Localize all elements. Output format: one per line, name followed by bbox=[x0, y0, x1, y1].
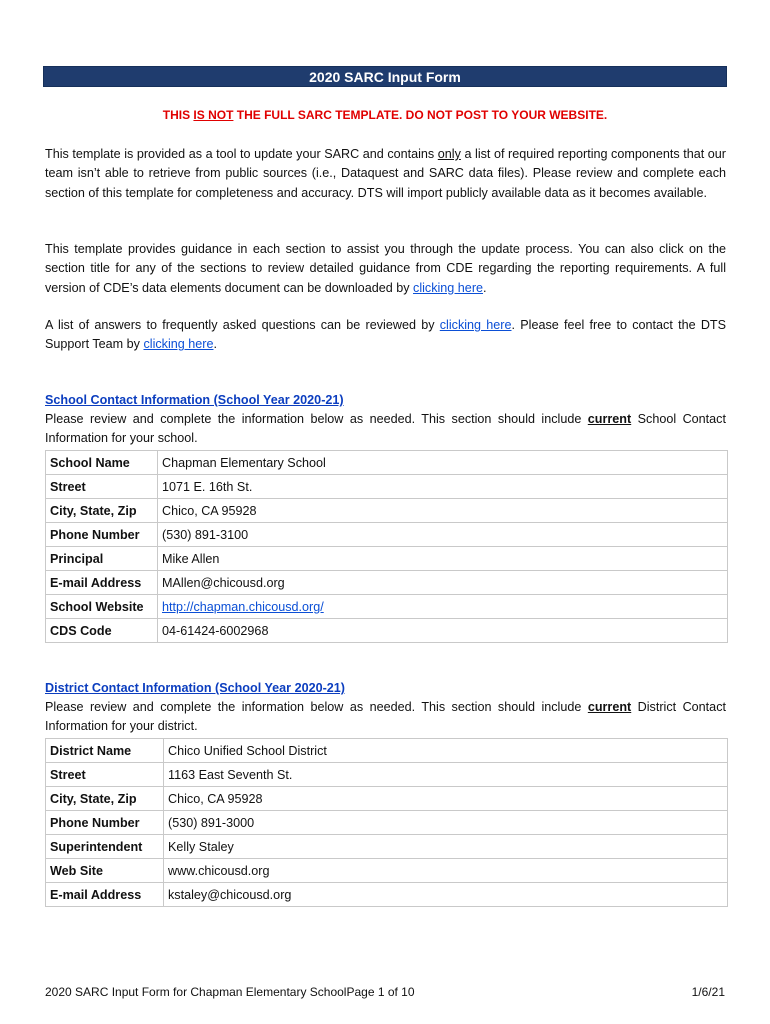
row-label: Superintendent bbox=[46, 835, 164, 859]
school-desc-b: School Contact Information for your school. bbox=[45, 412, 726, 446]
row-label: School Name bbox=[46, 451, 158, 475]
row-label: City, State, Zip bbox=[46, 499, 158, 523]
school-website-cell[interactable] bbox=[158, 595, 728, 619]
table-row bbox=[46, 619, 728, 643]
table-row bbox=[46, 451, 728, 475]
row-label: E-mail Address bbox=[46, 883, 164, 907]
row-label: City, State, Zip bbox=[46, 787, 164, 811]
warning-notice bbox=[0, 108, 770, 122]
table-row bbox=[46, 595, 728, 619]
district-desc-a: Please review and complete the information below as needed. This section should include bbox=[45, 700, 588, 714]
school-street-value[interactable]: 1071 E. 16th St. bbox=[158, 475, 728, 499]
intro-paragraph-2 bbox=[45, 240, 726, 298]
district-section-description bbox=[45, 698, 726, 737]
school-desc-current: current bbox=[587, 412, 632, 426]
school-section-title-link[interactable]: School Contact Information (School Year 2020-21) bbox=[45, 393, 344, 407]
school-city-value[interactable]: Chico, CA 95928 bbox=[158, 499, 728, 523]
district-contact-table bbox=[45, 738, 728, 907]
intro-p2-text-a: This template provides guidance in each section to assist you through the update process. You can also click on the section title for any of the sections to review detailed guidance from CDE regarding the reporting requirements. A full version of CDE’s data elements document can be downloaded by bbox=[45, 242, 726, 295]
table-row bbox=[46, 835, 728, 859]
row-label: Street bbox=[46, 763, 164, 787]
table-row bbox=[46, 883, 728, 907]
school-name-value[interactable]: Chapman Elementary School bbox=[158, 451, 728, 475]
warning-emphasis: IS NOT bbox=[193, 108, 234, 122]
table-row bbox=[46, 859, 728, 883]
table-row bbox=[46, 811, 728, 835]
district-email-value[interactable]: kstaley@chicousd.org bbox=[164, 883, 728, 907]
school-desc-a: Please review and complete the information below as needed. This section should include bbox=[45, 412, 588, 426]
table-row bbox=[46, 571, 728, 595]
table-row bbox=[46, 787, 728, 811]
school-website-link[interactable]: http://chapman.chicousd.org/ bbox=[162, 599, 324, 614]
page-footer-date: 1/6/21 bbox=[691, 985, 725, 999]
intro-p1-text-a: This template is provided as a tool to update your SARC and contains bbox=[45, 147, 438, 161]
row-label: CDS Code bbox=[46, 619, 158, 643]
district-website-value[interactable]: www.chicousd.org bbox=[164, 859, 728, 883]
table-row bbox=[46, 499, 728, 523]
intro-paragraph-3 bbox=[45, 316, 726, 355]
district-name-value[interactable]: Chico Unified School District bbox=[164, 739, 728, 763]
table-row bbox=[46, 547, 728, 571]
district-desc-current: current bbox=[587, 700, 632, 714]
row-label: Phone Number bbox=[46, 811, 164, 835]
superintendent-value[interactable]: Kelly Staley bbox=[164, 835, 728, 859]
intro-p3-text-c: . bbox=[213, 337, 217, 352]
table-row bbox=[46, 475, 728, 499]
cde-document-link[interactable]: clicking here bbox=[413, 280, 484, 295]
row-label: School Website bbox=[46, 595, 158, 619]
district-city-value[interactable]: Chico, CA 95928 bbox=[164, 787, 728, 811]
faq-link[interactable]: clicking here bbox=[439, 318, 512, 332]
table-row bbox=[46, 523, 728, 547]
district-section-title-link[interactable]: District Contact Information (School Year 2020-21) bbox=[45, 681, 345, 695]
table-row bbox=[46, 763, 728, 787]
support-team-link[interactable]: clicking here bbox=[143, 337, 214, 352]
form-title: 2020 SARC Input Form bbox=[43, 66, 727, 87]
school-section-description bbox=[45, 410, 726, 449]
school-phone-value[interactable]: (530) 891-3100 bbox=[158, 523, 728, 547]
row-label: Web Site bbox=[46, 859, 164, 883]
page-footer-label: 2020 SARC Input Form for Chapman Elementary SchoolPage 1 of 10 bbox=[45, 985, 415, 999]
row-label: Phone Number bbox=[46, 523, 158, 547]
row-label: District Name bbox=[46, 739, 164, 763]
intro-p3-text-b: . Please feel free to contact the DTS Support Team by bbox=[45, 318, 727, 352]
principal-value[interactable]: Mike Allen bbox=[158, 547, 728, 571]
intro-paragraph-1 bbox=[45, 145, 726, 203]
table-row bbox=[46, 739, 728, 763]
intro-p3-text-a: A list of answers to frequently asked questions can be reviewed by bbox=[45, 318, 440, 332]
intro-p1-text-b: a list of required reporting components that our team isn’t able to retrieve from public sources (i.e., Dataquest and SARC data files). Please review and complete each section of this template for completeness and accuracy. DTS will import publicly available data as it becomes available. bbox=[45, 147, 726, 200]
district-street-value[interactable]: 1163 East Seventh St. bbox=[164, 763, 728, 787]
intro-p1-only: only bbox=[437, 147, 461, 161]
district-desc-b: District Contact Information for your district. bbox=[45, 700, 726, 734]
school-contact-table bbox=[45, 450, 728, 643]
row-label: Principal bbox=[46, 547, 158, 571]
warning-text-start: THIS bbox=[162, 108, 194, 122]
cds-code-value[interactable]: 04-61424-6002968 bbox=[158, 619, 728, 643]
warning-text-end: THE FULL SARC TEMPLATE. DO NOT POST TO YOUR WEBSITE. bbox=[233, 108, 608, 122]
row-label: Street bbox=[46, 475, 158, 499]
intro-p2-text-b: . bbox=[483, 280, 487, 295]
row-label: E-mail Address bbox=[46, 571, 158, 595]
district-phone-value[interactable]: (530) 891-3000 bbox=[164, 811, 728, 835]
school-email-value[interactable]: MAllen@chicousd.org bbox=[158, 571, 728, 595]
